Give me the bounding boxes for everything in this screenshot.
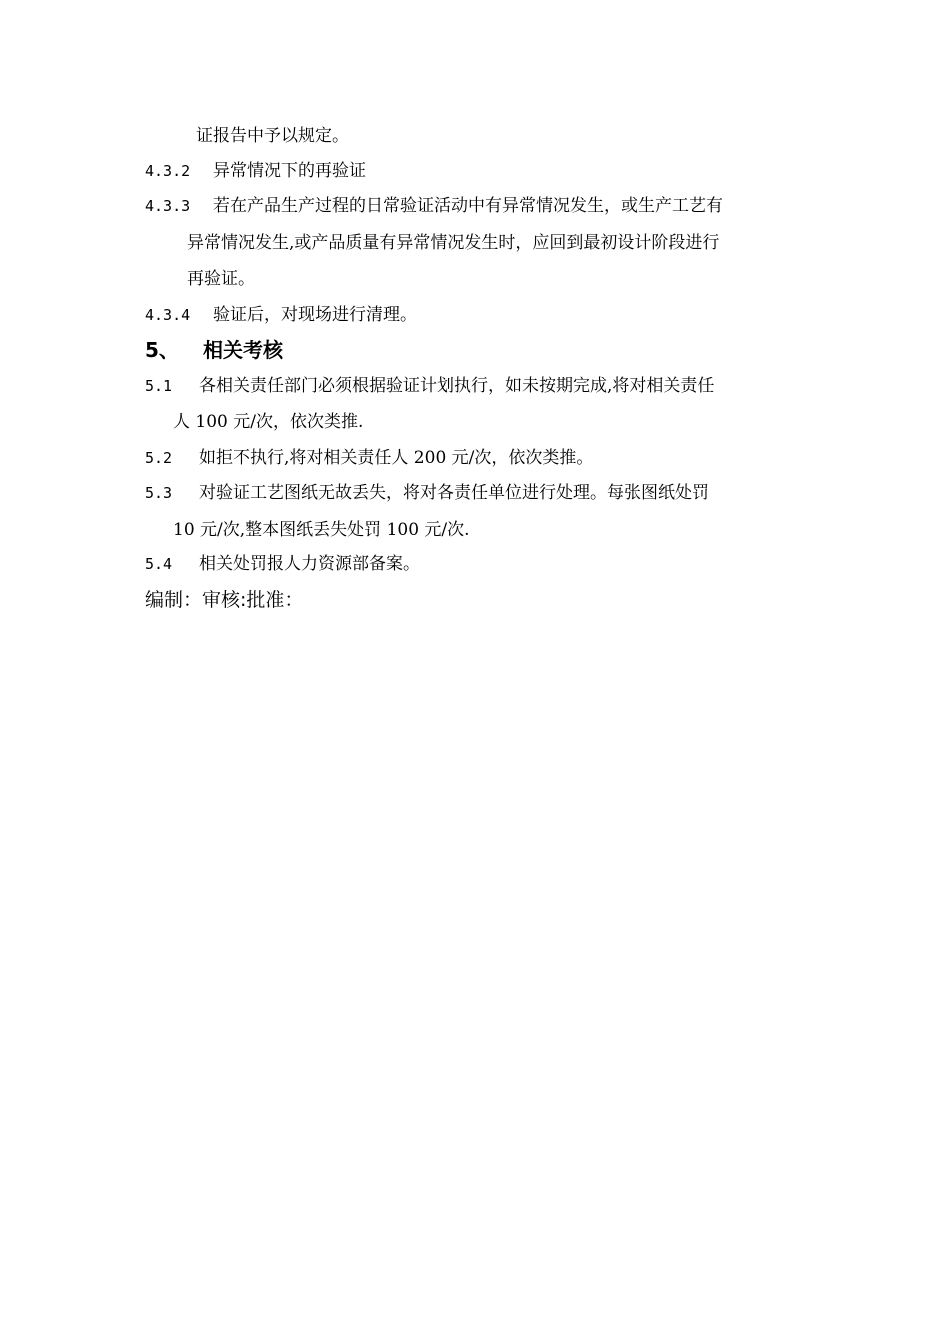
- clause-text: 相关处罚报人力资源部备案。: [199, 554, 420, 574]
- clause-5-3: [145, 481, 709, 505]
- clause-4-3-3: [145, 194, 723, 218]
- clause-number: 5.1: [145, 377, 173, 395]
- clause-text: 验证后，对现场进行清理。: [213, 305, 417, 325]
- clause-5-1-line2: 人 100 元/次，依次类推.: [173, 412, 364, 432]
- clause-4-3-2: [145, 159, 366, 183]
- clause-5-1: [145, 374, 714, 398]
- clause-text: 如拒不执行,将对相关责任人 200 元/次，依次类推。: [199, 448, 594, 468]
- clause-text: 各相关责任部门必须根据验证计划执行，如未按期完成,将对相关责任: [199, 376, 715, 396]
- clause-text: 若在产品生产过程的日常验证活动中有异常情况发生，或生产工艺有: [213, 196, 723, 216]
- heading-title: 相关考核: [203, 338, 283, 362]
- clause-number: 4.3.2: [145, 162, 191, 180]
- clause-text: 对验证工艺图纸无故丢失，将对各责任单位进行处理。每张图纸处罚: [199, 483, 709, 503]
- clause-5-3-line2: 10 元/次,整本图纸丢失处罚 100 元/次.: [173, 520, 470, 540]
- clause-number: 4.3.3: [145, 197, 191, 215]
- clause-5-2: [145, 446, 593, 470]
- signature-line: 编制：审核:批准：: [145, 589, 304, 611]
- clause-text: 异常情况下的再验证: [213, 161, 366, 181]
- clause-number: 5.4: [145, 555, 173, 573]
- clause-4-3-3-line2: 异常情况发生,或产品质量有异常情况发生时，应回到最初设计阶段进行: [187, 233, 720, 253]
- clause-4-3-3-line3: 再验证。: [187, 269, 255, 289]
- clause-5-4: [145, 552, 420, 576]
- section-5-heading: [145, 337, 283, 363]
- clause-number: 5.2: [145, 449, 173, 467]
- clause-4-3-1-continuation: 证报告中予以规定。: [196, 126, 349, 146]
- clause-4-3-4: [145, 303, 417, 327]
- heading-number: 5、: [145, 338, 179, 362]
- clause-number: 5.3: [145, 484, 173, 502]
- clause-number: 4.3.4: [145, 306, 191, 324]
